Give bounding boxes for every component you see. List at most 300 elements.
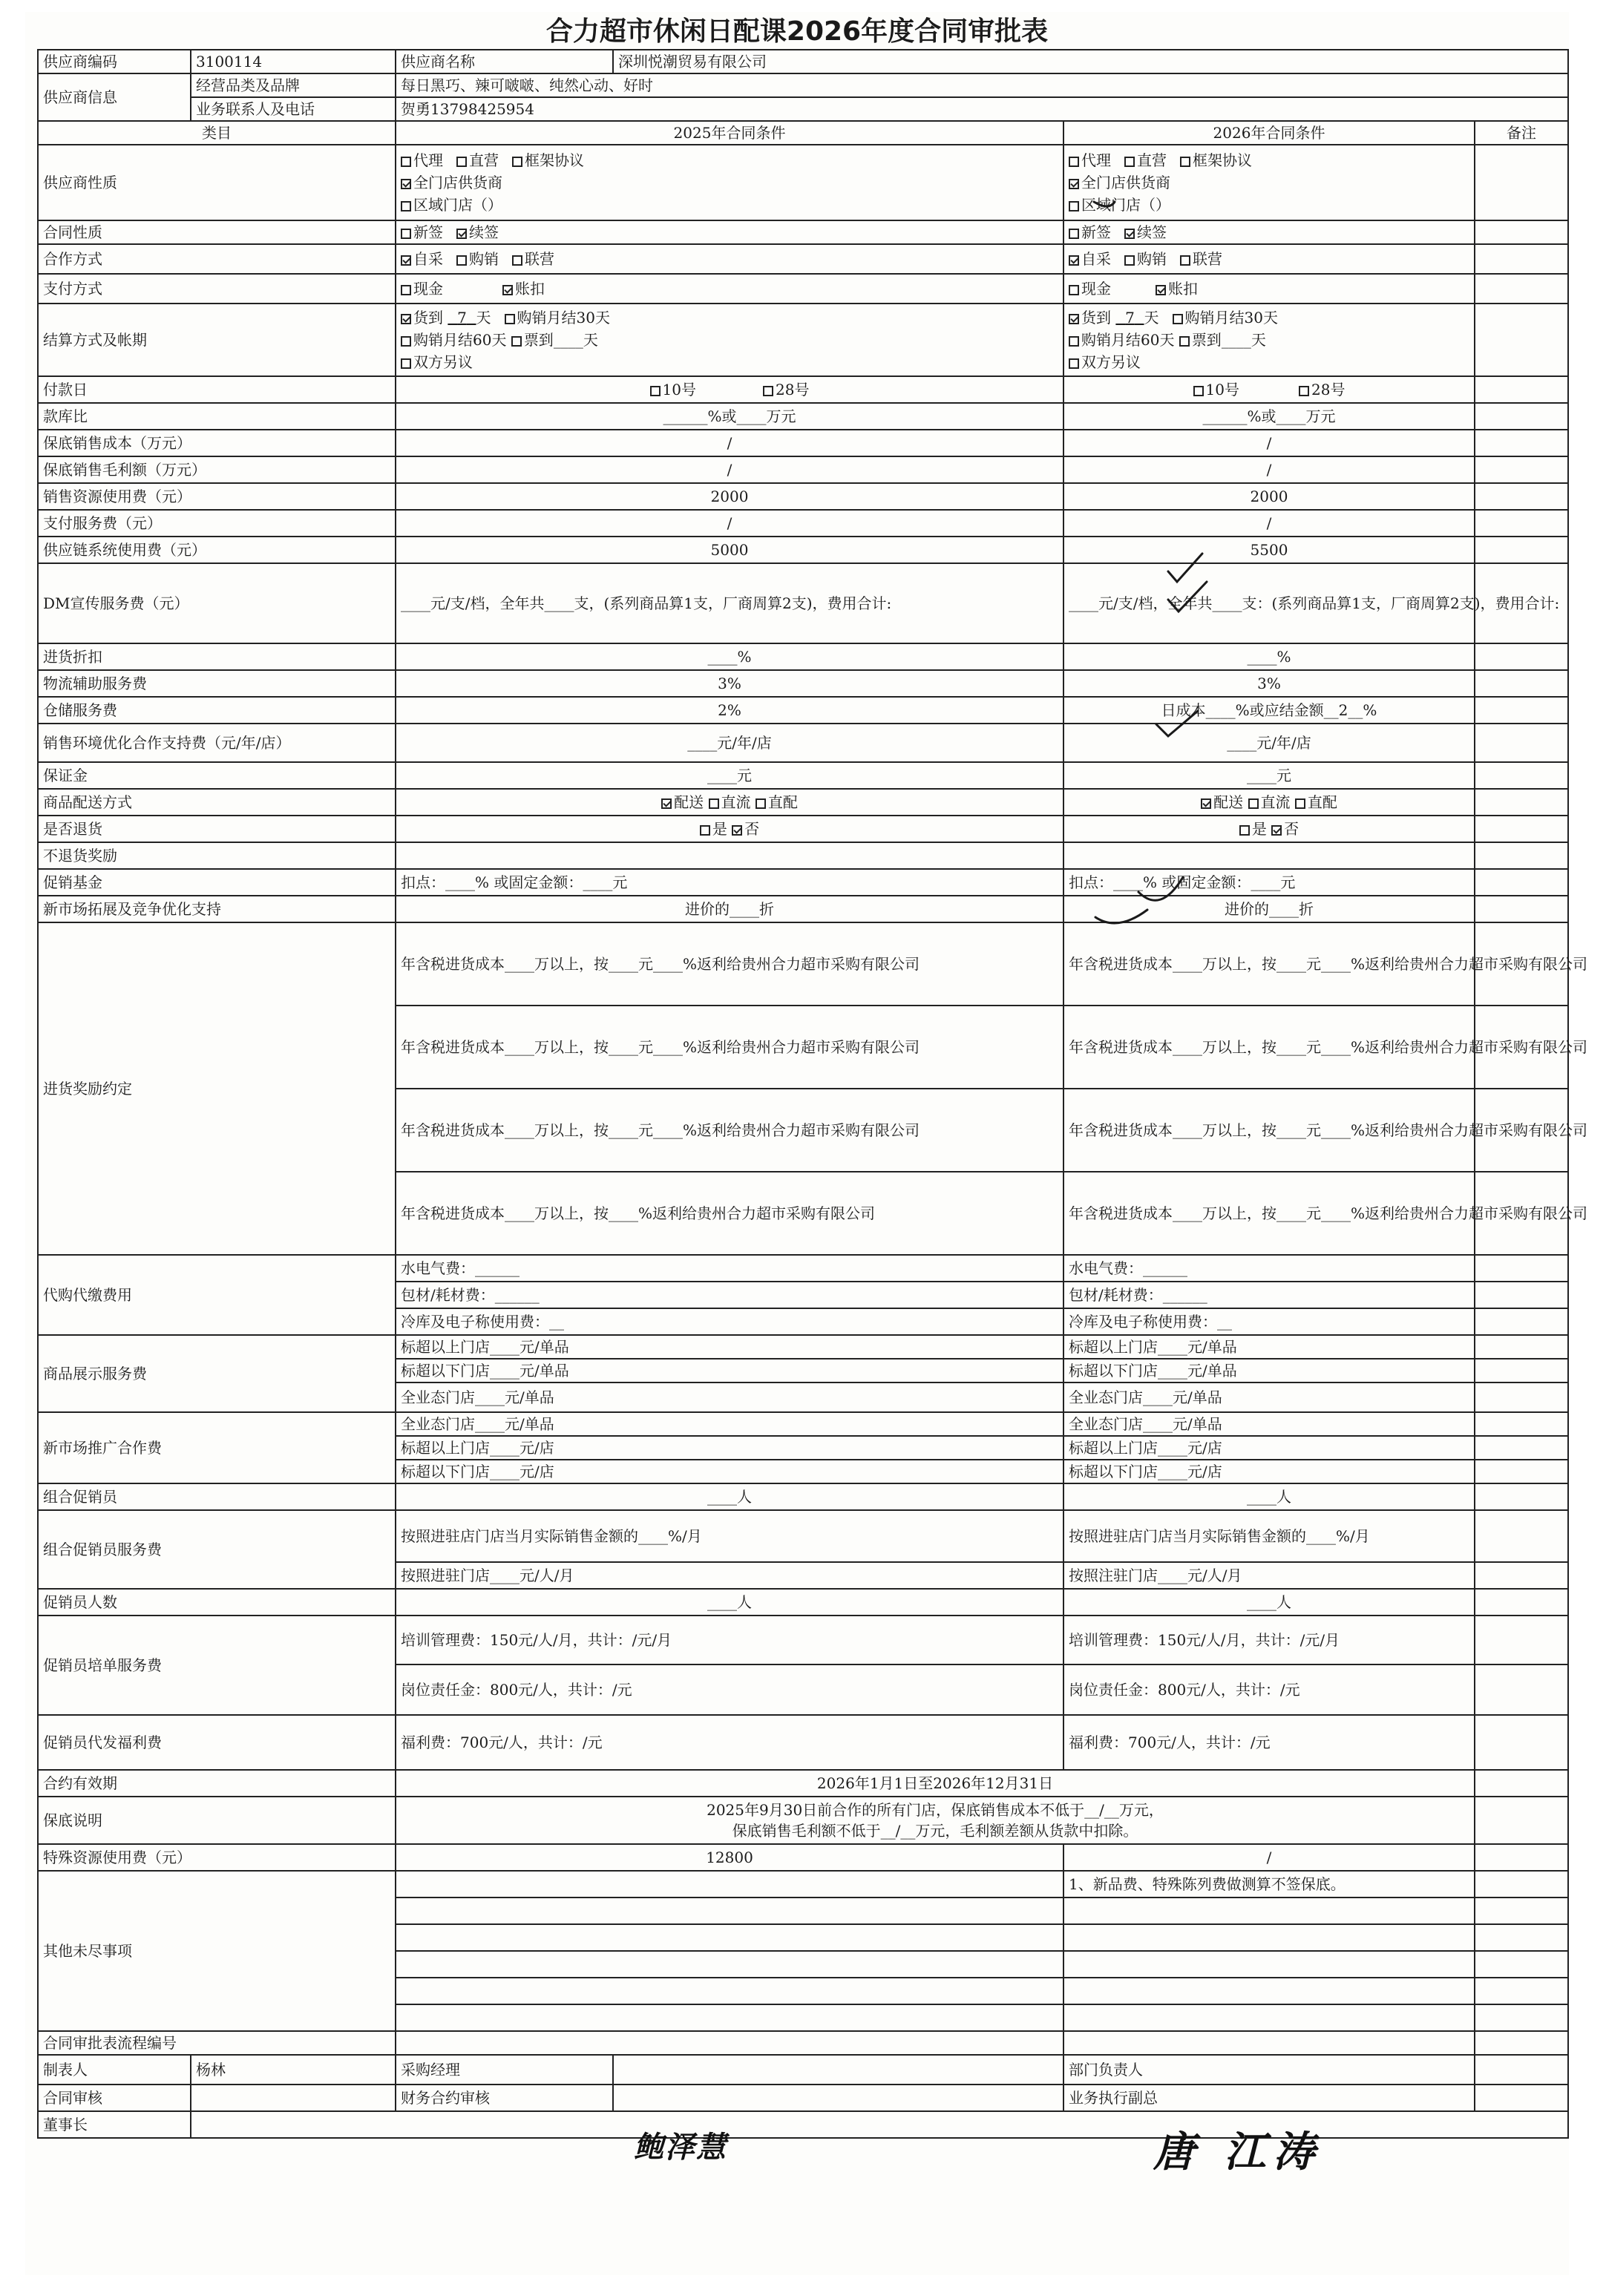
checkbox[interactable] bbox=[1180, 255, 1190, 266]
table-row bbox=[38, 483, 1568, 510]
note-cell bbox=[1475, 537, 1568, 563]
note-header: 备注 bbox=[1475, 121, 1568, 145]
checkbox[interactable] bbox=[1069, 229, 1079, 239]
table-row bbox=[38, 2031, 1568, 2055]
nature-2025: 代理 直营 框架协议 全门店供货商 区域门店（） bbox=[396, 145, 1063, 220]
review-value bbox=[191, 2085, 396, 2111]
checkbox[interactable] bbox=[1124, 157, 1135, 167]
row-label: 组合促销员 bbox=[38, 1483, 396, 1510]
note-cell bbox=[1475, 869, 1568, 896]
checkbox[interactable] bbox=[700, 825, 710, 836]
maker-name: 杨林 bbox=[191, 2055, 396, 2085]
display-2025: 标超以上门店____元/单品 bbox=[396, 1335, 1063, 1359]
checkbox[interactable] bbox=[1179, 336, 1190, 347]
checkbox[interactable] bbox=[1193, 386, 1204, 396]
welfare-2026: 福利费：700元/人，共计：/元 bbox=[1063, 1715, 1475, 1770]
checkbox[interactable] bbox=[1069, 336, 1079, 347]
rebate-2026: 年含税进货成本____万以上，按____元____%返利给贵州合力超市采购有限公司 bbox=[1063, 922, 1475, 1006]
row-label: 是否退货 bbox=[38, 816, 396, 842]
note-cell bbox=[1475, 697, 1568, 724]
display-2026: 标超以下门店____元/单品 bbox=[1063, 1359, 1475, 1382]
note-cell bbox=[1475, 304, 1568, 376]
table-row bbox=[38, 643, 1568, 670]
row-label: 保底销售毛利额（万元） bbox=[38, 456, 396, 483]
checkbox[interactable] bbox=[763, 386, 773, 396]
note-cell bbox=[1475, 430, 1568, 456]
checkbox[interactable] bbox=[401, 201, 411, 211]
checkbox-checked[interactable] bbox=[1271, 825, 1282, 836]
table-row bbox=[38, 1797, 1568, 1844]
table-row bbox=[38, 1715, 1568, 1770]
checkbox[interactable] bbox=[756, 798, 766, 809]
table-row bbox=[38, 869, 1568, 896]
training-2026: 岗位责任金：800元/人，共计：/元 bbox=[1063, 1664, 1475, 1715]
table-row bbox=[38, 762, 1568, 789]
note-cell bbox=[1475, 1616, 1568, 1664]
row-label: 支付服务费（元） bbox=[38, 510, 396, 537]
year-2025-header: 2025年合同条件 bbox=[396, 121, 1063, 145]
chair-label: 董事长 bbox=[38, 2111, 191, 2138]
storage-2025: 2% bbox=[396, 697, 1063, 724]
table-row bbox=[38, 842, 1568, 869]
table-row bbox=[38, 537, 1568, 563]
checkbox[interactable] bbox=[650, 386, 661, 396]
proxy-2025: 水电气费：______ bbox=[396, 1255, 1063, 1282]
table-row bbox=[38, 376, 1568, 403]
row-label: 其他未尽事项 bbox=[38, 1871, 396, 2031]
min-cost-2026: / bbox=[1063, 430, 1475, 456]
checkbox-checked[interactable] bbox=[1069, 179, 1079, 189]
nature-2026: 代理 直营 框架协议 全门店供货商 区域门店（） bbox=[1063, 145, 1475, 220]
checkbox-checked[interactable] bbox=[401, 314, 411, 324]
note-cell bbox=[1475, 1436, 1568, 1460]
scm-2026: 5500 bbox=[1063, 537, 1475, 563]
other-2026: 1、新品费、特殊陈列费做测算不签保底。 bbox=[1063, 1871, 1475, 1898]
supplier-code: 3100114 bbox=[191, 50, 396, 73]
approval-sheet bbox=[25, 12, 1588, 2275]
pay-2026: 现金 账扣 bbox=[1063, 274, 1475, 304]
supplier-info-label: 供应商信息 bbox=[38, 73, 191, 121]
checkbox[interactable] bbox=[1180, 157, 1190, 167]
buyer-signature bbox=[613, 2055, 1063, 2085]
proxy-2025: 包材/耗材费：______ bbox=[396, 1282, 1063, 1308]
other-2026 bbox=[1063, 1951, 1475, 1978]
row-label: 款库比 bbox=[38, 403, 396, 430]
table-row bbox=[38, 430, 1568, 456]
note-cell bbox=[1475, 896, 1568, 922]
note-cell bbox=[1475, 1282, 1568, 1308]
contract-type-2026: 新签 续签 bbox=[1063, 220, 1475, 244]
vp-label: 业务执行副总 bbox=[1063, 2085, 1475, 2111]
note-cell bbox=[1475, 244, 1568, 274]
promo-fund-2025: 扣点：____% 或固定金额：____元 bbox=[396, 869, 1063, 896]
promo-new-2025: 标超以下门店____元/店 bbox=[396, 1460, 1063, 1483]
table-row bbox=[38, 1770, 1568, 1797]
row-label: 促销员人数 bbox=[38, 1589, 396, 1616]
special-2026: / bbox=[1063, 1844, 1475, 1871]
dm-2026: ____元/支/档，全年共____支：(系列商品算1支，厂商周算2支)，费用合计: bbox=[1063, 563, 1475, 643]
table-row bbox=[38, 2111, 1568, 2138]
table-row bbox=[38, 304, 1568, 376]
note-cell bbox=[1475, 1460, 1568, 1483]
note-cell bbox=[1475, 1664, 1568, 1715]
checkbox-checked[interactable] bbox=[456, 229, 467, 239]
welfare-2025: 福利费：700元/人，共计：/元 bbox=[396, 1715, 1063, 1770]
row-label: 进货奖励约定 bbox=[38, 922, 396, 1255]
note-cell bbox=[1475, 1412, 1568, 1436]
table-row bbox=[38, 50, 1568, 73]
settle-2026: 货到 7 天 购销月结30天 购销月结60天 票到____天 双方另议 bbox=[1063, 304, 1475, 376]
note-cell bbox=[1475, 1844, 1568, 1871]
checkbox[interactable] bbox=[456, 255, 467, 266]
note-cell bbox=[1475, 483, 1568, 510]
row-label: 促销基金 bbox=[38, 869, 396, 896]
pay-2025: 现金 账扣 bbox=[396, 274, 1063, 304]
note-cell bbox=[1475, 789, 1568, 816]
row-label: 促销员代发福利费 bbox=[38, 1715, 396, 1770]
table-row bbox=[38, 145, 1568, 220]
table-row bbox=[38, 274, 1568, 304]
note-cell bbox=[1475, 2031, 1568, 2055]
sales-res-2025: 2000 bbox=[396, 483, 1063, 510]
payday-2026: 10号 28号 bbox=[1063, 376, 1475, 403]
checkbox[interactable] bbox=[1069, 358, 1079, 369]
promoters-2026: ____人 bbox=[1063, 1589, 1475, 1616]
supplier-name-label: 供应商名称 bbox=[396, 50, 613, 73]
checkbox-checked[interactable] bbox=[401, 179, 411, 189]
note-cell bbox=[1475, 145, 1568, 220]
table-row bbox=[38, 2055, 1568, 2085]
row-label: 销售环境优化合作支持费（元/年/店） bbox=[38, 724, 396, 762]
settle-2025: 货到 7 天 购销月结30天 购销月结60天 票到____天 双方另议 bbox=[396, 304, 1063, 376]
table-row bbox=[38, 922, 1568, 1006]
rebate-2026: 年含税进货成本____万以上，按____元____%返利给贵州合力超市采购有限公司 bbox=[1063, 1172, 1475, 1255]
checkbox[interactable] bbox=[709, 798, 719, 809]
note-cell bbox=[1475, 403, 1568, 430]
table-row bbox=[38, 97, 1568, 121]
env-2026: ____元/年/店 bbox=[1063, 724, 1475, 762]
floor-note bbox=[396, 1797, 1475, 1844]
rebate-2026: 年含税进货成本____万以上，按____元____%返利给贵州合力超市采购有限公司 bbox=[1063, 1006, 1475, 1089]
table-row bbox=[38, 456, 1568, 483]
returns-2025: 是 否 bbox=[396, 816, 1063, 842]
note-cell bbox=[1475, 1335, 1568, 1359]
finance-value bbox=[613, 2085, 1063, 2111]
row-label: 销售资源使用费（元） bbox=[38, 483, 396, 510]
table-row bbox=[38, 73, 1568, 97]
min-margin-2026: / bbox=[1063, 456, 1475, 483]
row-label: 保底销售成本（万元） bbox=[38, 430, 396, 456]
contact-value: 贺勇13798425954 bbox=[396, 97, 1568, 121]
deposit-2026: ____元 bbox=[1063, 762, 1475, 789]
table-row bbox=[38, 1871, 1568, 1898]
row-label: 供应商性质 bbox=[38, 145, 396, 220]
other-2025 bbox=[396, 1871, 1063, 1898]
checkbox[interactable] bbox=[401, 157, 411, 167]
checkbox-checked[interactable] bbox=[1201, 798, 1211, 809]
row-label: 不退货奖励 bbox=[38, 842, 396, 869]
dept-signature bbox=[1475, 2055, 1568, 2085]
maker-label: 制表人 bbox=[38, 2055, 191, 2085]
logistics-2025: 3% bbox=[396, 670, 1063, 697]
other-2025 bbox=[396, 1924, 1063, 1951]
page-title: 合力超市休闲日配课2026年度合同审批表 bbox=[545, 16, 1049, 47]
note-cell bbox=[1475, 762, 1568, 789]
promo-new-2026: 标超以上门店____元/店 bbox=[1063, 1436, 1475, 1460]
contract-approval-table bbox=[37, 49, 1588, 2139]
logistics-2026: 3% bbox=[1063, 670, 1475, 697]
note-cell bbox=[1475, 1255, 1568, 1282]
display-2026: 全业态门店____元/单品 bbox=[1063, 1382, 1475, 1412]
row-label: 特殊资源使用费（元） bbox=[38, 1844, 396, 1871]
rebate-2025: 年含税进货成本____万以上，按____元____%返利给贵州合力超市采购有限公司 bbox=[396, 1089, 1063, 1172]
checkbox[interactable] bbox=[1069, 201, 1079, 211]
delivery-2025: 配送 直流 直配 bbox=[396, 789, 1063, 816]
contact-label: 业务联系人及电话 bbox=[191, 97, 396, 121]
proxy-2026: 水电气费：______ bbox=[1063, 1255, 1475, 1282]
row-label: 组合促销员服务费 bbox=[38, 1510, 396, 1589]
category-header: 类目 bbox=[38, 121, 396, 145]
checkbox-checked[interactable] bbox=[401, 255, 411, 266]
other-2025 bbox=[396, 1978, 1063, 2004]
table-row bbox=[38, 816, 1568, 842]
checkbox[interactable] bbox=[1299, 386, 1309, 396]
other-2026 bbox=[1063, 1924, 1475, 1951]
floor-line: 2025年9月30日前合作的所有门店，保底销售成本不低于__/__万元， bbox=[707, 1801, 1164, 1819]
checkbox[interactable] bbox=[1069, 285, 1079, 295]
note-cell bbox=[1475, 1951, 1568, 1978]
table-row bbox=[38, 789, 1568, 816]
row-label: 合约有效期 bbox=[38, 1770, 396, 1797]
returns-2026: 是 否 bbox=[1063, 816, 1475, 842]
promo-new-2026: 全业态门店____元/单品 bbox=[1063, 1412, 1475, 1436]
note-cell bbox=[1475, 724, 1568, 762]
promoters-2025: ____人 bbox=[396, 1589, 1063, 1616]
table-row bbox=[38, 1255, 1568, 1282]
combo-fee-2026: 按照注驻门店____元/人/月 bbox=[1063, 1562, 1475, 1589]
noreturn-2026 bbox=[1063, 842, 1475, 869]
checkbox[interactable] bbox=[511, 336, 522, 347]
checkbox[interactable] bbox=[512, 255, 522, 266]
combo-fee-2026: 按照进驻店门店当月实际销售金额的____%/月 bbox=[1063, 1510, 1475, 1562]
checkbox[interactable] bbox=[512, 157, 522, 167]
delivery-2026: 配送 直流 直配 bbox=[1063, 789, 1475, 816]
coop-2026: 自采 购销 联营 bbox=[1063, 244, 1475, 274]
row-label: 商品配送方式 bbox=[38, 789, 396, 816]
row-label: 付款日 bbox=[38, 376, 396, 403]
special-2025: 12800 bbox=[396, 1844, 1063, 1871]
table-row bbox=[38, 1589, 1568, 1616]
scm-2025: 5000 bbox=[396, 537, 1063, 563]
training-2026: 培训管理费：150元/人/月，共计：/元/月 bbox=[1063, 1616, 1475, 1664]
table-row bbox=[38, 403, 1568, 430]
promo-new-2025: 标超以上门店____元/店 bbox=[396, 1436, 1063, 1460]
row-label: 合作方式 bbox=[38, 244, 396, 274]
display-2025: 标超以下门店____元/单品 bbox=[396, 1359, 1063, 1382]
checkbox[interactable] bbox=[1069, 157, 1079, 167]
noreturn-2025 bbox=[396, 842, 1063, 869]
combo-fee-2025: 按照进驻店门店当月实际销售金额的____%/月 bbox=[396, 1510, 1063, 1562]
checkbox-checked[interactable] bbox=[661, 798, 672, 809]
row-label: 合同性质 bbox=[38, 220, 396, 244]
row-label: 结算方式及帐期 bbox=[38, 304, 396, 376]
dept-label: 部门负责人 bbox=[1063, 2055, 1475, 2085]
note-cell bbox=[1475, 1510, 1568, 1562]
proxy-2025: 冷库及电子称使用费：__ bbox=[396, 1308, 1063, 1335]
other-2025 bbox=[396, 1898, 1063, 1924]
combo-fee-2025: 按照进驻门店____元/人/月 bbox=[396, 1562, 1063, 1589]
dm-2025: ____元/支/档，全年共____支，(系列商品算1支，厂商周算2支)，费用合计: bbox=[396, 563, 1063, 643]
year-2026-header: 2026年合同条件 bbox=[1063, 121, 1475, 145]
other-2026 bbox=[1063, 2004, 1475, 2031]
env-2025: ____元/年/店 bbox=[396, 724, 1063, 762]
min-cost-2025: / bbox=[396, 430, 1063, 456]
row-label: 促销员培单服务费 bbox=[38, 1616, 396, 1715]
newmarket-2026: 进价的____折 bbox=[1063, 896, 1475, 922]
note-cell bbox=[1475, 1871, 1568, 1898]
note-cell bbox=[1475, 456, 1568, 483]
note-cell bbox=[1475, 670, 1568, 697]
row-label: 进货折扣 bbox=[38, 643, 396, 670]
checkbox[interactable] bbox=[401, 229, 411, 239]
table-row bbox=[38, 244, 1568, 274]
rebate-2026: 年含税进货成本____万以上，按____元____%返利给贵州合力超市采购有限公司 bbox=[1063, 1089, 1475, 1172]
checkbox[interactable] bbox=[1124, 255, 1135, 266]
note-cell bbox=[1475, 842, 1568, 869]
newmarket-2025: 进价的____折 bbox=[396, 896, 1063, 922]
storage-2026: 日成本____%或应结金额__2__% bbox=[1063, 697, 1475, 724]
checkbox[interactable] bbox=[456, 157, 467, 167]
checkbox-checked[interactable] bbox=[1069, 255, 1079, 266]
payday-2025: 10号 28号 bbox=[396, 376, 1063, 403]
note-cell bbox=[1475, 1359, 1568, 1382]
brand-value: 每日黑巧、辣可啵啵、纯然心动、好时 bbox=[396, 73, 1568, 97]
other-2026 bbox=[1063, 1978, 1475, 2004]
note-cell bbox=[1475, 274, 1568, 304]
note-cell bbox=[1475, 1589, 1568, 1616]
rebate-2025: 年含税进货成本____万以上，按____元____%返利给贵州合力超市采购有限公司 bbox=[396, 922, 1063, 1006]
buyer-signature-mark: 鲍泽慧 bbox=[634, 2130, 727, 2165]
discount-2025: ____% bbox=[396, 643, 1063, 670]
table-row bbox=[38, 1483, 1568, 1510]
table-row bbox=[38, 510, 1568, 537]
pay-service-2026: / bbox=[1063, 510, 1475, 537]
proxy-2026: 包材/耗材费：______ bbox=[1063, 1282, 1475, 1308]
finance-label: 财务合约审核 bbox=[396, 2085, 613, 2111]
checkbox[interactable] bbox=[1248, 798, 1259, 809]
note-cell bbox=[1475, 1924, 1568, 1951]
table-row bbox=[38, 724, 1568, 762]
checkbox[interactable] bbox=[1173, 314, 1183, 324]
valid-period: 2026年1月1日至2026年12月31日 bbox=[396, 1770, 1475, 1797]
note-cell bbox=[1475, 376, 1568, 403]
flow-no-value bbox=[1063, 2031, 1475, 2055]
row-label: 仓储服务费 bbox=[38, 697, 396, 724]
checkbox-checked[interactable] bbox=[1124, 229, 1135, 239]
table-row bbox=[38, 2085, 1568, 2111]
table-row bbox=[38, 1844, 1568, 1871]
row-label: 供应链系统使用费（元） bbox=[38, 537, 396, 563]
row-label: 代购代缴费用 bbox=[38, 1255, 396, 1335]
display-2026: 标超以上门店____元/单品 bbox=[1063, 1335, 1475, 1359]
flow-no-value bbox=[396, 2031, 1063, 2055]
checkbox[interactable] bbox=[401, 358, 411, 369]
table-row bbox=[38, 670, 1568, 697]
note-cell bbox=[1475, 1483, 1568, 1510]
stock-ratio-2025: ______%或____万元 bbox=[396, 403, 1063, 430]
coop-2025: 自采 购销 联营 bbox=[396, 244, 1063, 274]
deposit-2025: ____元 bbox=[396, 762, 1063, 789]
training-2025: 岗位责任金：800元/人，共计：/元 bbox=[396, 1664, 1063, 1715]
row-label: 新市场拓展及竞争优化支持 bbox=[38, 896, 396, 922]
rebate-2025: 年含税进货成本____万以上，按____元____%返利给贵州合力超市采购有限公司 bbox=[396, 1006, 1063, 1089]
training-2025: 培训管理费：150元/人/月，共计：/元/月 bbox=[396, 1616, 1063, 1664]
note-cell bbox=[1475, 1978, 1568, 2004]
note-cell bbox=[1475, 220, 1568, 244]
checkbox[interactable] bbox=[1239, 825, 1250, 836]
checkbox-checked[interactable] bbox=[1156, 285, 1166, 295]
promo-new-2026: 标超以下门店____元/店 bbox=[1063, 1460, 1475, 1483]
proxy-2026: 冷库及电子称使用费：__ bbox=[1063, 1308, 1475, 1335]
note-cell bbox=[1475, 1562, 1568, 1589]
row-label: 物流辅助服务费 bbox=[38, 670, 396, 697]
pay-service-2025: / bbox=[396, 510, 1063, 537]
table-row bbox=[38, 1335, 1568, 1359]
combo-2026: ____人 bbox=[1063, 1483, 1475, 1510]
note-cell bbox=[1475, 1898, 1568, 1924]
promo-new-2025: 全业态门店____元/单品 bbox=[396, 1412, 1063, 1436]
floor-line: 保底销售毛利额不低于__/__万元，毛利额差额从货款中扣除。 bbox=[732, 1822, 1138, 1840]
supplier-name: 深圳悦潮贸易有限公司 bbox=[613, 50, 1568, 73]
table-row bbox=[38, 563, 1568, 643]
other-2026 bbox=[1063, 1898, 1475, 1924]
checkbox[interactable] bbox=[1295, 798, 1305, 809]
note-cell bbox=[1475, 643, 1568, 670]
row-label: 保底说明 bbox=[38, 1797, 396, 1844]
rebate-2025: 年含税进货成本____万以上，按____%返利给贵州合力超市采购有限公司 bbox=[396, 1172, 1063, 1255]
checkbox[interactable] bbox=[401, 285, 411, 295]
chair-value bbox=[191, 2111, 1568, 2138]
note-cell bbox=[1475, 1382, 1568, 1412]
table-row bbox=[38, 896, 1568, 922]
stock-ratio-2026: ______%或____万元 bbox=[1063, 403, 1475, 430]
row-label: 新市场推广合作费 bbox=[38, 1412, 396, 1483]
checkbox[interactable] bbox=[505, 314, 515, 324]
discount-2026: ____% bbox=[1063, 643, 1475, 670]
flow-no-label: 合同审批表流程编号 bbox=[38, 2031, 396, 2055]
checkbox-checked[interactable] bbox=[502, 285, 513, 295]
row-label: 保证金 bbox=[38, 762, 396, 789]
table-row bbox=[38, 1510, 1568, 1562]
review-label: 合同审核 bbox=[38, 2085, 191, 2111]
note-cell bbox=[1475, 1715, 1568, 1770]
supplier-code-label: 供应商编码 bbox=[38, 50, 191, 73]
table-row bbox=[38, 1412, 1568, 1436]
checkbox-checked[interactable] bbox=[1069, 314, 1079, 324]
table-row bbox=[38, 1616, 1568, 1664]
checkbox-checked[interactable] bbox=[732, 825, 742, 836]
other-2025 bbox=[396, 1951, 1063, 1978]
dept-signature-mark: 唐 江涛 bbox=[1153, 2128, 1323, 2177]
promo-fund-2026: 扣点：____% 或固定金额：____元 bbox=[1063, 869, 1475, 896]
row-label: DM宣传服务费（元） bbox=[38, 563, 396, 643]
table-row bbox=[38, 697, 1568, 724]
other-2025 bbox=[396, 2004, 1063, 2031]
note-cell bbox=[1475, 2004, 1568, 2031]
contract-type-2025: 新签 续签 bbox=[396, 220, 1063, 244]
checkbox[interactable] bbox=[401, 336, 411, 347]
vp-value bbox=[1475, 2085, 1568, 2111]
